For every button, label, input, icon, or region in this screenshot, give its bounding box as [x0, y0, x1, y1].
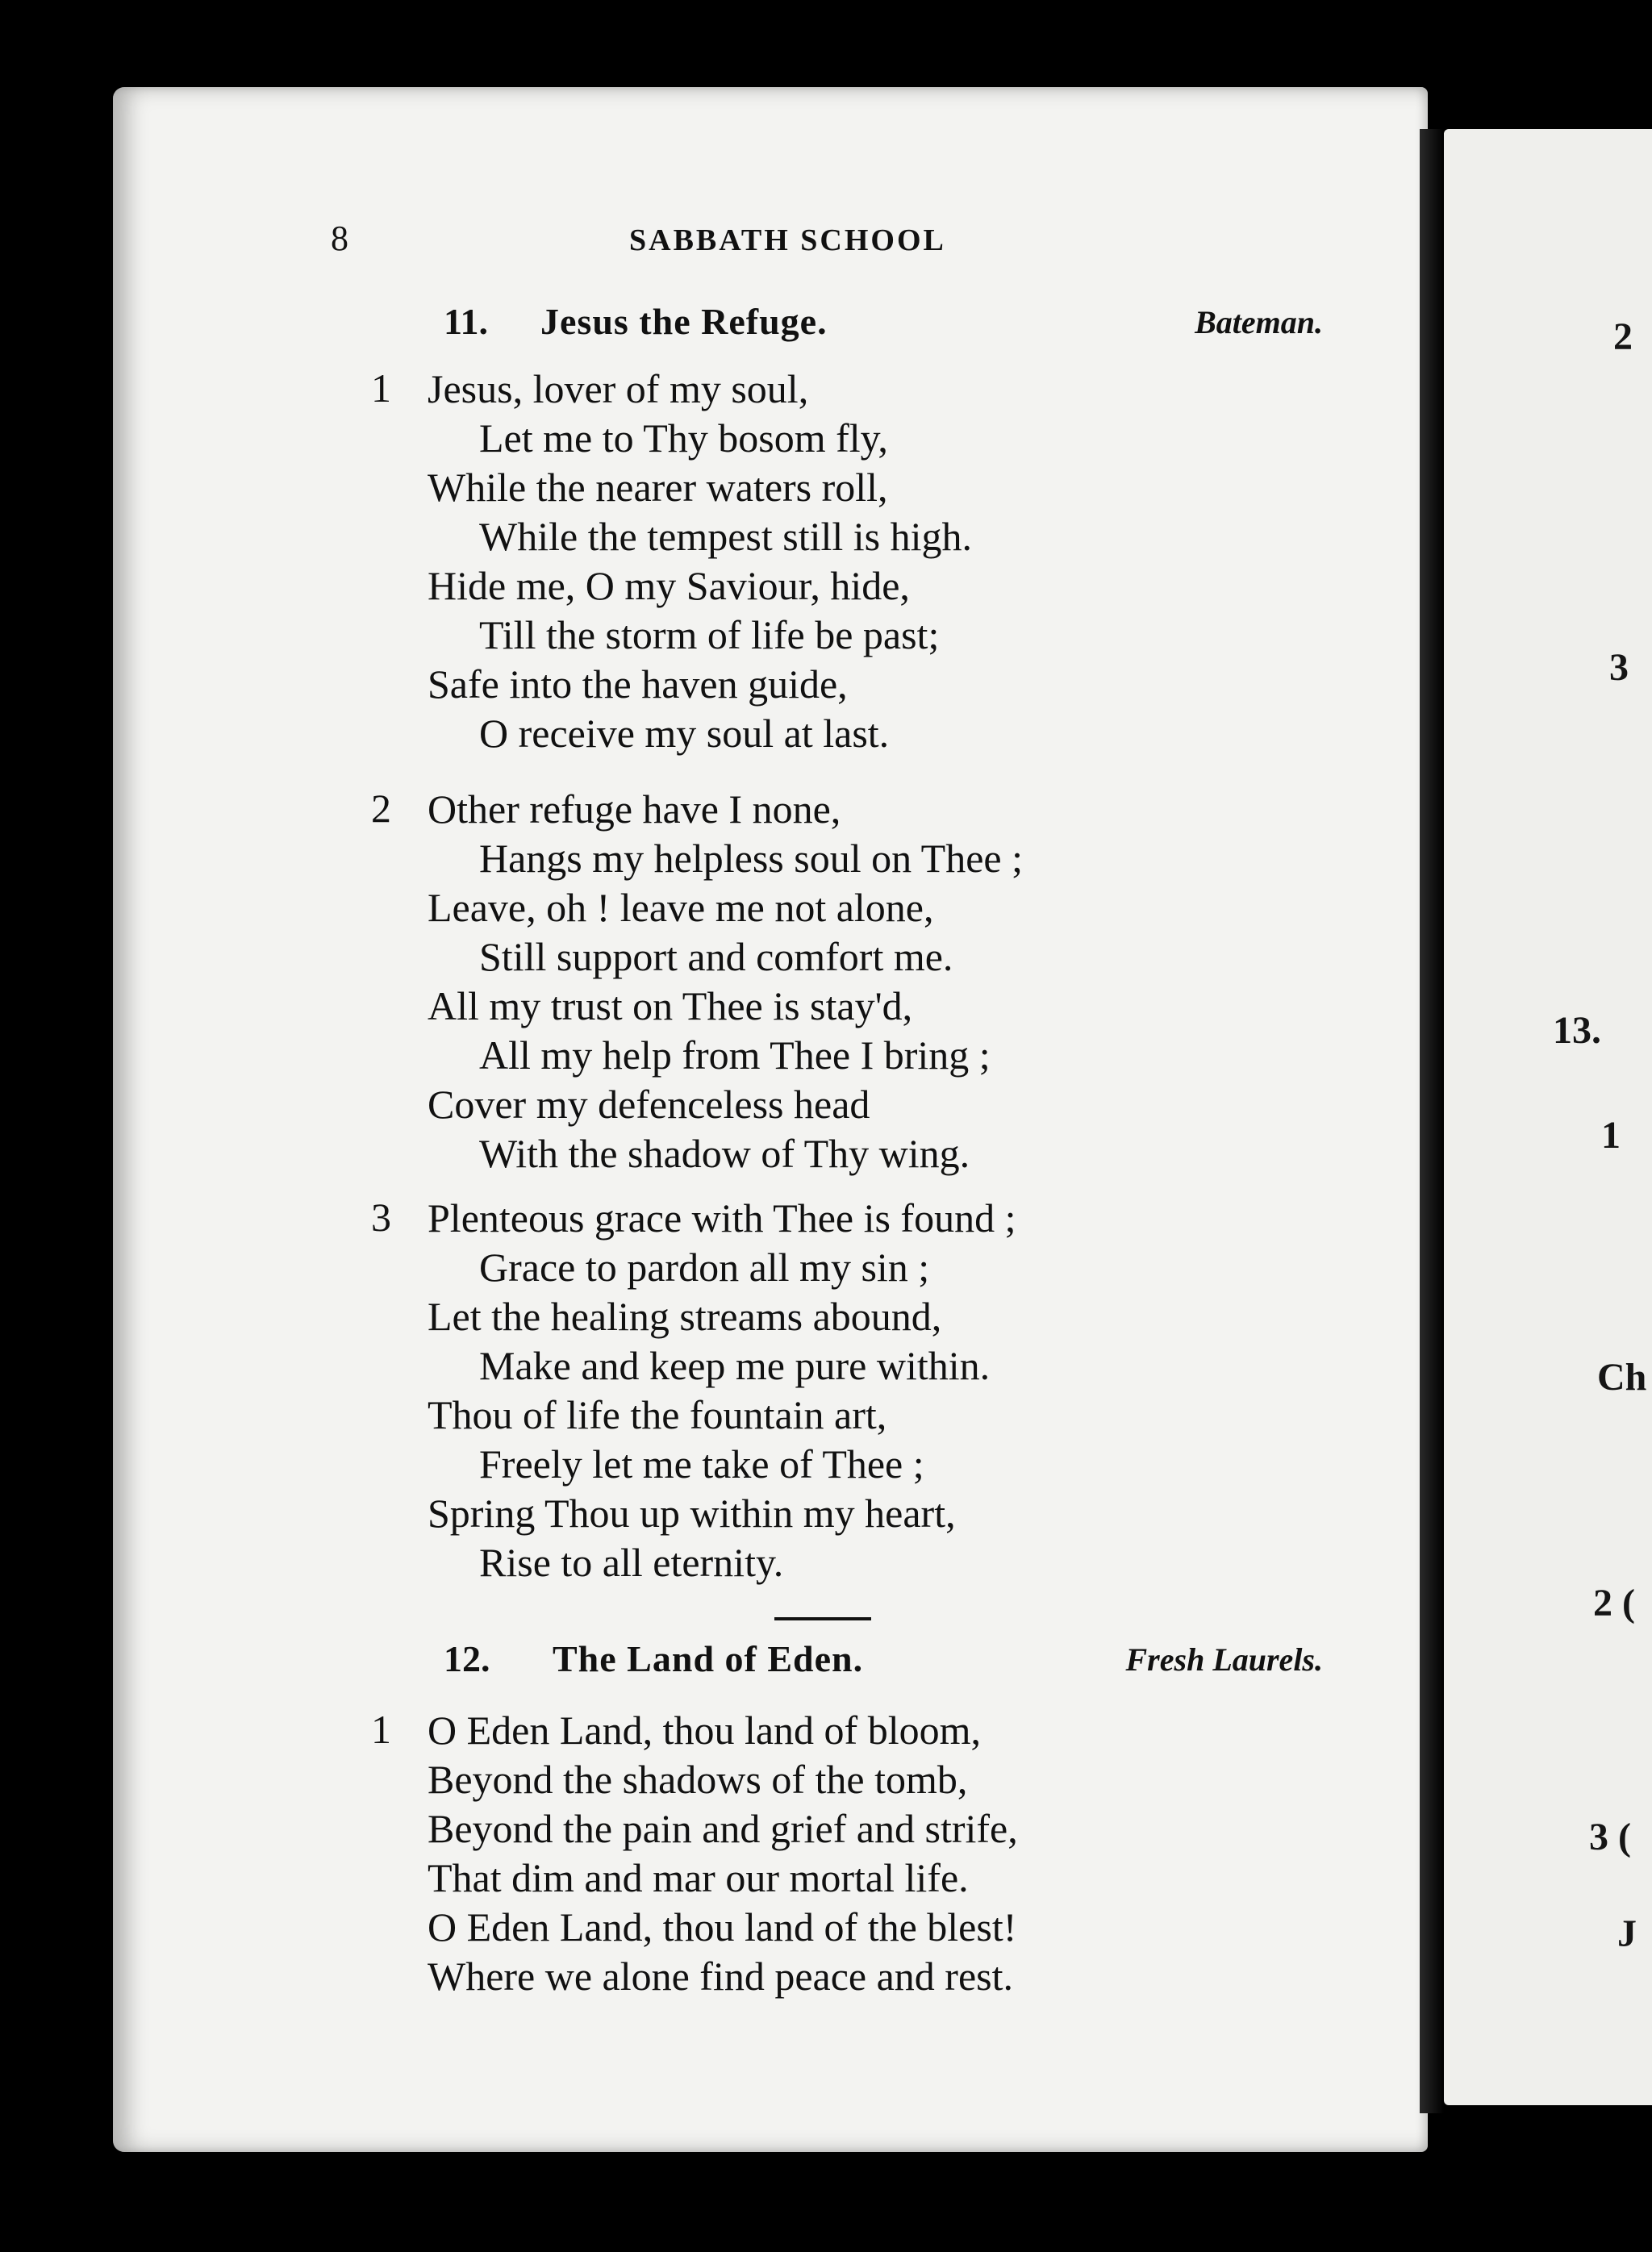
verse-line: O Eden Land, thou land of bloom, [428, 1708, 981, 1753]
book-gutter [1420, 129, 1444, 2113]
verse-line: Plenteous grace with Thee is found ; [428, 1195, 1016, 1241]
facing-fragment: J [1617, 1912, 1637, 1955]
verse-line: Thou of life the fountain art, [428, 1392, 887, 1437]
verse-line: Rise to all eternity. [479, 1540, 784, 1585]
verse-line: Cover my defenceless head [428, 1082, 870, 1127]
verse-line: All my help from Thee I bring ; [479, 1032, 991, 1078]
verse-line: O Eden Land, thou land of the blest! [428, 1904, 1017, 1950]
verse-number: 3 [371, 1195, 391, 1240]
verse-line: Other refuge have I none, [428, 786, 841, 832]
verse-line: While the nearer waters roll, [428, 465, 888, 510]
hymn-heading [444, 1637, 1323, 1686]
facing-fragment: 2 ( [1593, 1582, 1635, 1624]
verse-line: Let the healing streams abound, [428, 1294, 942, 1339]
verse-line: Hangs my helpless soul on Thee ; [479, 836, 1023, 881]
facing-page [1444, 129, 1652, 2105]
section-divider [774, 1617, 871, 1620]
verse-line: Beyond the pain and grief and strife, [428, 1806, 1018, 1851]
verse-line: Still support and comfort me. [479, 934, 953, 979]
verse-line: Where we alone find peace and rest. [428, 1954, 1014, 1999]
facing-fragment: 2 [1613, 315, 1633, 358]
facing-fragment: 3 ( [1589, 1816, 1631, 1858]
page-number: 8 [331, 219, 348, 258]
hymn-title: The Land of Eden. [553, 1638, 864, 1679]
hymn-title: Jesus the Refuge. [540, 301, 828, 342]
verse-line: O receive my soul at last. [479, 711, 890, 756]
verse-line: Spring Thou up within my heart, [428, 1491, 956, 1536]
verse-line: Let me to Thy bosom fly, [479, 415, 888, 461]
hymn-number: 11. [444, 301, 488, 342]
facing-fragment: 3 [1609, 646, 1629, 689]
verse-line: Grace to pardon all my sin ; [479, 1245, 930, 1290]
verse-line: That dim and mar our mortal life. [428, 1855, 969, 1900]
verse-line: Freely let me take of Thee ; [479, 1441, 924, 1487]
hymn-heading [444, 300, 1323, 348]
verse-line: Safe into the haven guide, [428, 661, 848, 707]
verse-line: Beyond the shadows of the tomb, [428, 1757, 968, 1802]
hymn-author: Fresh Laurels. [1125, 1641, 1323, 1678]
verse-line: Till the storm of life be past; [479, 612, 940, 657]
verse-line: Jesus, lover of my soul, [428, 366, 809, 411]
verse-line: With the shadow of Thy wing. [479, 1131, 970, 1176]
hymn-author: Bateman. [1195, 304, 1323, 340]
verse-line: While the tempest still is high. [479, 514, 973, 559]
verse-number: 1 [371, 1707, 391, 1752]
running-head [331, 218, 1339, 266]
verse-number: 2 [371, 786, 391, 831]
verse-line: All my trust on Thee is stay'd, [428, 983, 913, 1028]
running-title: SABBATH SCHOOL [629, 223, 946, 257]
facing-fragment: Ch [1597, 1356, 1647, 1399]
hymn-number: 12. [444, 1638, 490, 1679]
facing-fragment: 13. [1553, 1009, 1601, 1052]
verse-line: Hide me, O my Saviour, hide, [428, 563, 910, 608]
verse-line: Make and keep me pure within. [479, 1343, 991, 1388]
verse-line: Leave, oh ! leave me not alone, [428, 885, 934, 930]
verse-number: 1 [371, 365, 391, 411]
facing-fragment: 1 [1601, 1114, 1621, 1157]
